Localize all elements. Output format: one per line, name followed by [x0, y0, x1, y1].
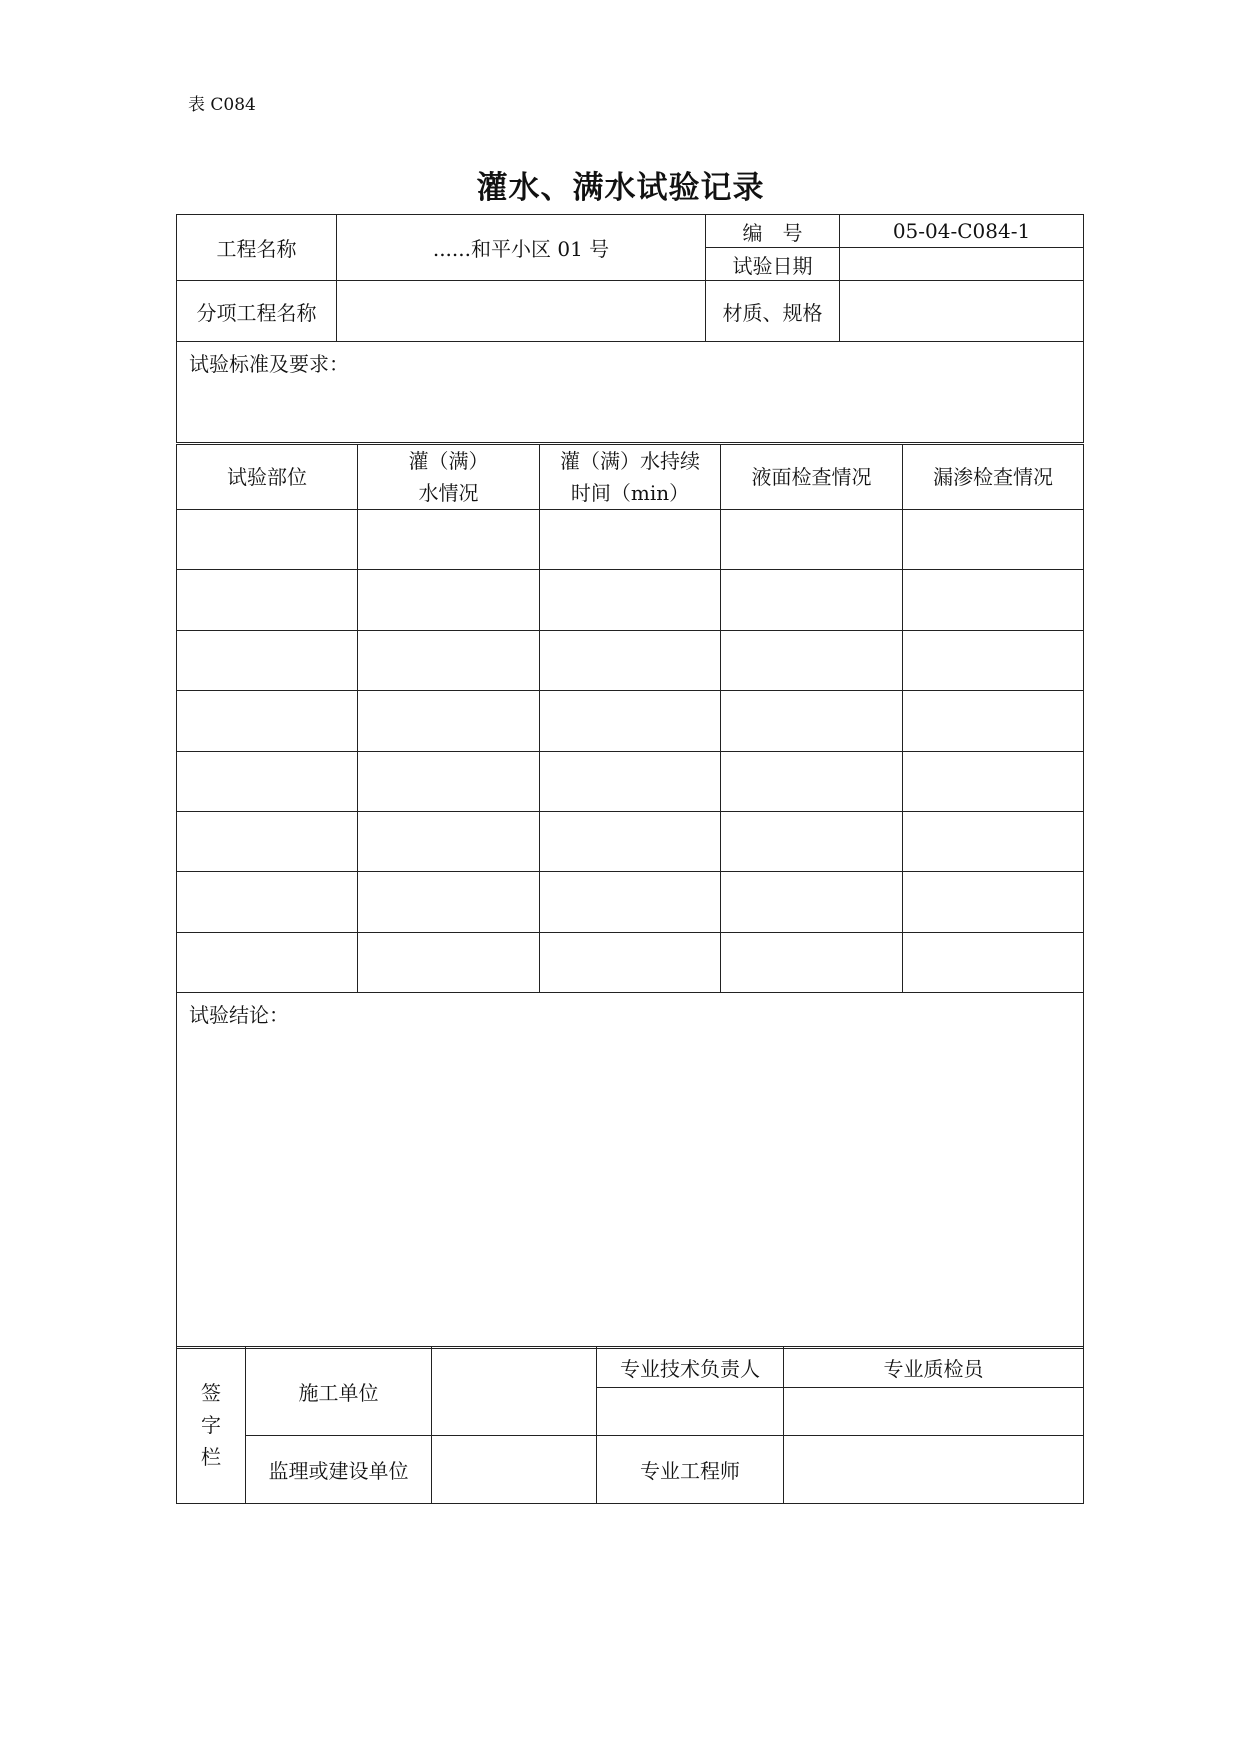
table-cell[interactable] — [721, 752, 903, 812]
table-cell[interactable] — [177, 933, 358, 993]
table-cell[interactable] — [358, 933, 540, 993]
table-cell[interactable] — [177, 510, 358, 570]
column-header-test-location: 试验部位 — [177, 445, 358, 510]
table-cell[interactable] — [358, 872, 540, 933]
page-title: 灌水、满水试验记录 — [476, 170, 765, 206]
table-cell[interactable] — [721, 691, 903, 752]
table-cell[interactable] — [540, 933, 721, 993]
table-cell[interactable] — [177, 691, 358, 752]
table-cell[interactable] — [540, 570, 721, 631]
table-row — [177, 570, 1084, 631]
column-header-water-condition: 灌（满） 水情况 — [358, 445, 540, 510]
table-header-row — [177, 445, 1084, 510]
table-cell[interactable] — [540, 691, 721, 752]
table-row — [177, 691, 1084, 752]
supervision-unit-label: 监理或建设单位 — [246, 1436, 432, 1504]
table-cell[interactable] — [903, 510, 1084, 570]
table-row — [177, 812, 1084, 872]
supervision-unit-value[interactable] — [432, 1436, 597, 1504]
table-row — [177, 752, 1084, 812]
table-cell[interactable] — [358, 510, 540, 570]
construction-unit-value[interactable] — [432, 1347, 597, 1436]
test-standard-cell[interactable] — [177, 342, 1084, 443]
project-name-value[interactable]: ......和平小区 01 号 — [337, 215, 706, 281]
table-cell[interactable] — [540, 631, 721, 691]
table-cell[interactable] — [903, 812, 1084, 872]
test-date-label: 试验日期 — [706, 248, 840, 281]
column-header-leak-check: 漏渗检查情况 — [903, 445, 1084, 510]
form-code: 表 C084 — [188, 95, 256, 115]
engineer-signature[interactable] — [784, 1436, 1084, 1504]
table-cell[interactable] — [721, 570, 903, 631]
tech-lead-signature[interactable] — [597, 1388, 784, 1436]
material-value[interactable] — [840, 281, 1084, 342]
table-row — [177, 933, 1084, 993]
table-cell[interactable] — [903, 752, 1084, 812]
table-row — [177, 631, 1084, 691]
test-date-value[interactable] — [840, 248, 1084, 281]
table-cell[interactable] — [358, 631, 540, 691]
signature-table — [176, 1346, 1084, 1504]
table-cell[interactable] — [177, 872, 358, 933]
table-cell[interactable] — [358, 752, 540, 812]
table-cell[interactable] — [540, 872, 721, 933]
test-standard-label: 试验标准及要求： — [189, 352, 349, 376]
table-row — [177, 510, 1084, 570]
table-cell[interactable] — [721, 510, 903, 570]
number-value[interactable]: 05-04-C084-1 — [840, 215, 1084, 248]
column-header-level-check: 液面检查情况 — [721, 445, 903, 510]
table-row — [177, 872, 1084, 933]
quality-inspector-label: 专业质检员 — [784, 1347, 1084, 1388]
number-label: 编 号 — [706, 215, 840, 248]
table-cell[interactable] — [177, 812, 358, 872]
table-cell[interactable] — [540, 752, 721, 812]
test-conclusion-cell[interactable] — [177, 993, 1084, 1349]
table-cell[interactable] — [721, 933, 903, 993]
table-cell[interactable] — [903, 631, 1084, 691]
table-cell[interactable] — [177, 631, 358, 691]
material-label: 材质、规格 — [706, 281, 840, 342]
test-records-table — [176, 444, 1084, 1349]
table-cell[interactable] — [358, 570, 540, 631]
table-cell[interactable] — [903, 691, 1084, 752]
table-cell[interactable] — [903, 872, 1084, 933]
test-conclusion-label: 试验结论： — [189, 1003, 289, 1027]
table-cell[interactable] — [177, 752, 358, 812]
table-cell[interactable] — [540, 510, 721, 570]
table-cell[interactable] — [358, 691, 540, 752]
table-cell[interactable] — [721, 812, 903, 872]
table-cell[interactable] — [903, 570, 1084, 631]
table-cell[interactable] — [177, 570, 358, 631]
table-cell[interactable] — [721, 631, 903, 691]
subproject-value[interactable] — [337, 281, 706, 342]
tech-lead-label: 专业技术负责人 — [597, 1347, 784, 1388]
project-name-label: 工程名称 — [177, 215, 337, 281]
quality-inspector-signature[interactable] — [784, 1388, 1084, 1436]
table-cell[interactable] — [358, 812, 540, 872]
signature-section-label: 签 字 栏 — [177, 1347, 246, 1504]
header-table — [176, 214, 1084, 443]
table-cell[interactable] — [903, 933, 1084, 993]
column-header-duration: 灌（满）水持续 时间（min） — [540, 445, 721, 510]
table-cell[interactable] — [721, 872, 903, 933]
engineer-label: 专业工程师 — [597, 1436, 784, 1504]
construction-unit-label: 施工单位 — [246, 1347, 432, 1436]
subproject-label: 分项工程名称 — [177, 281, 337, 342]
table-cell[interactable] — [540, 812, 721, 872]
